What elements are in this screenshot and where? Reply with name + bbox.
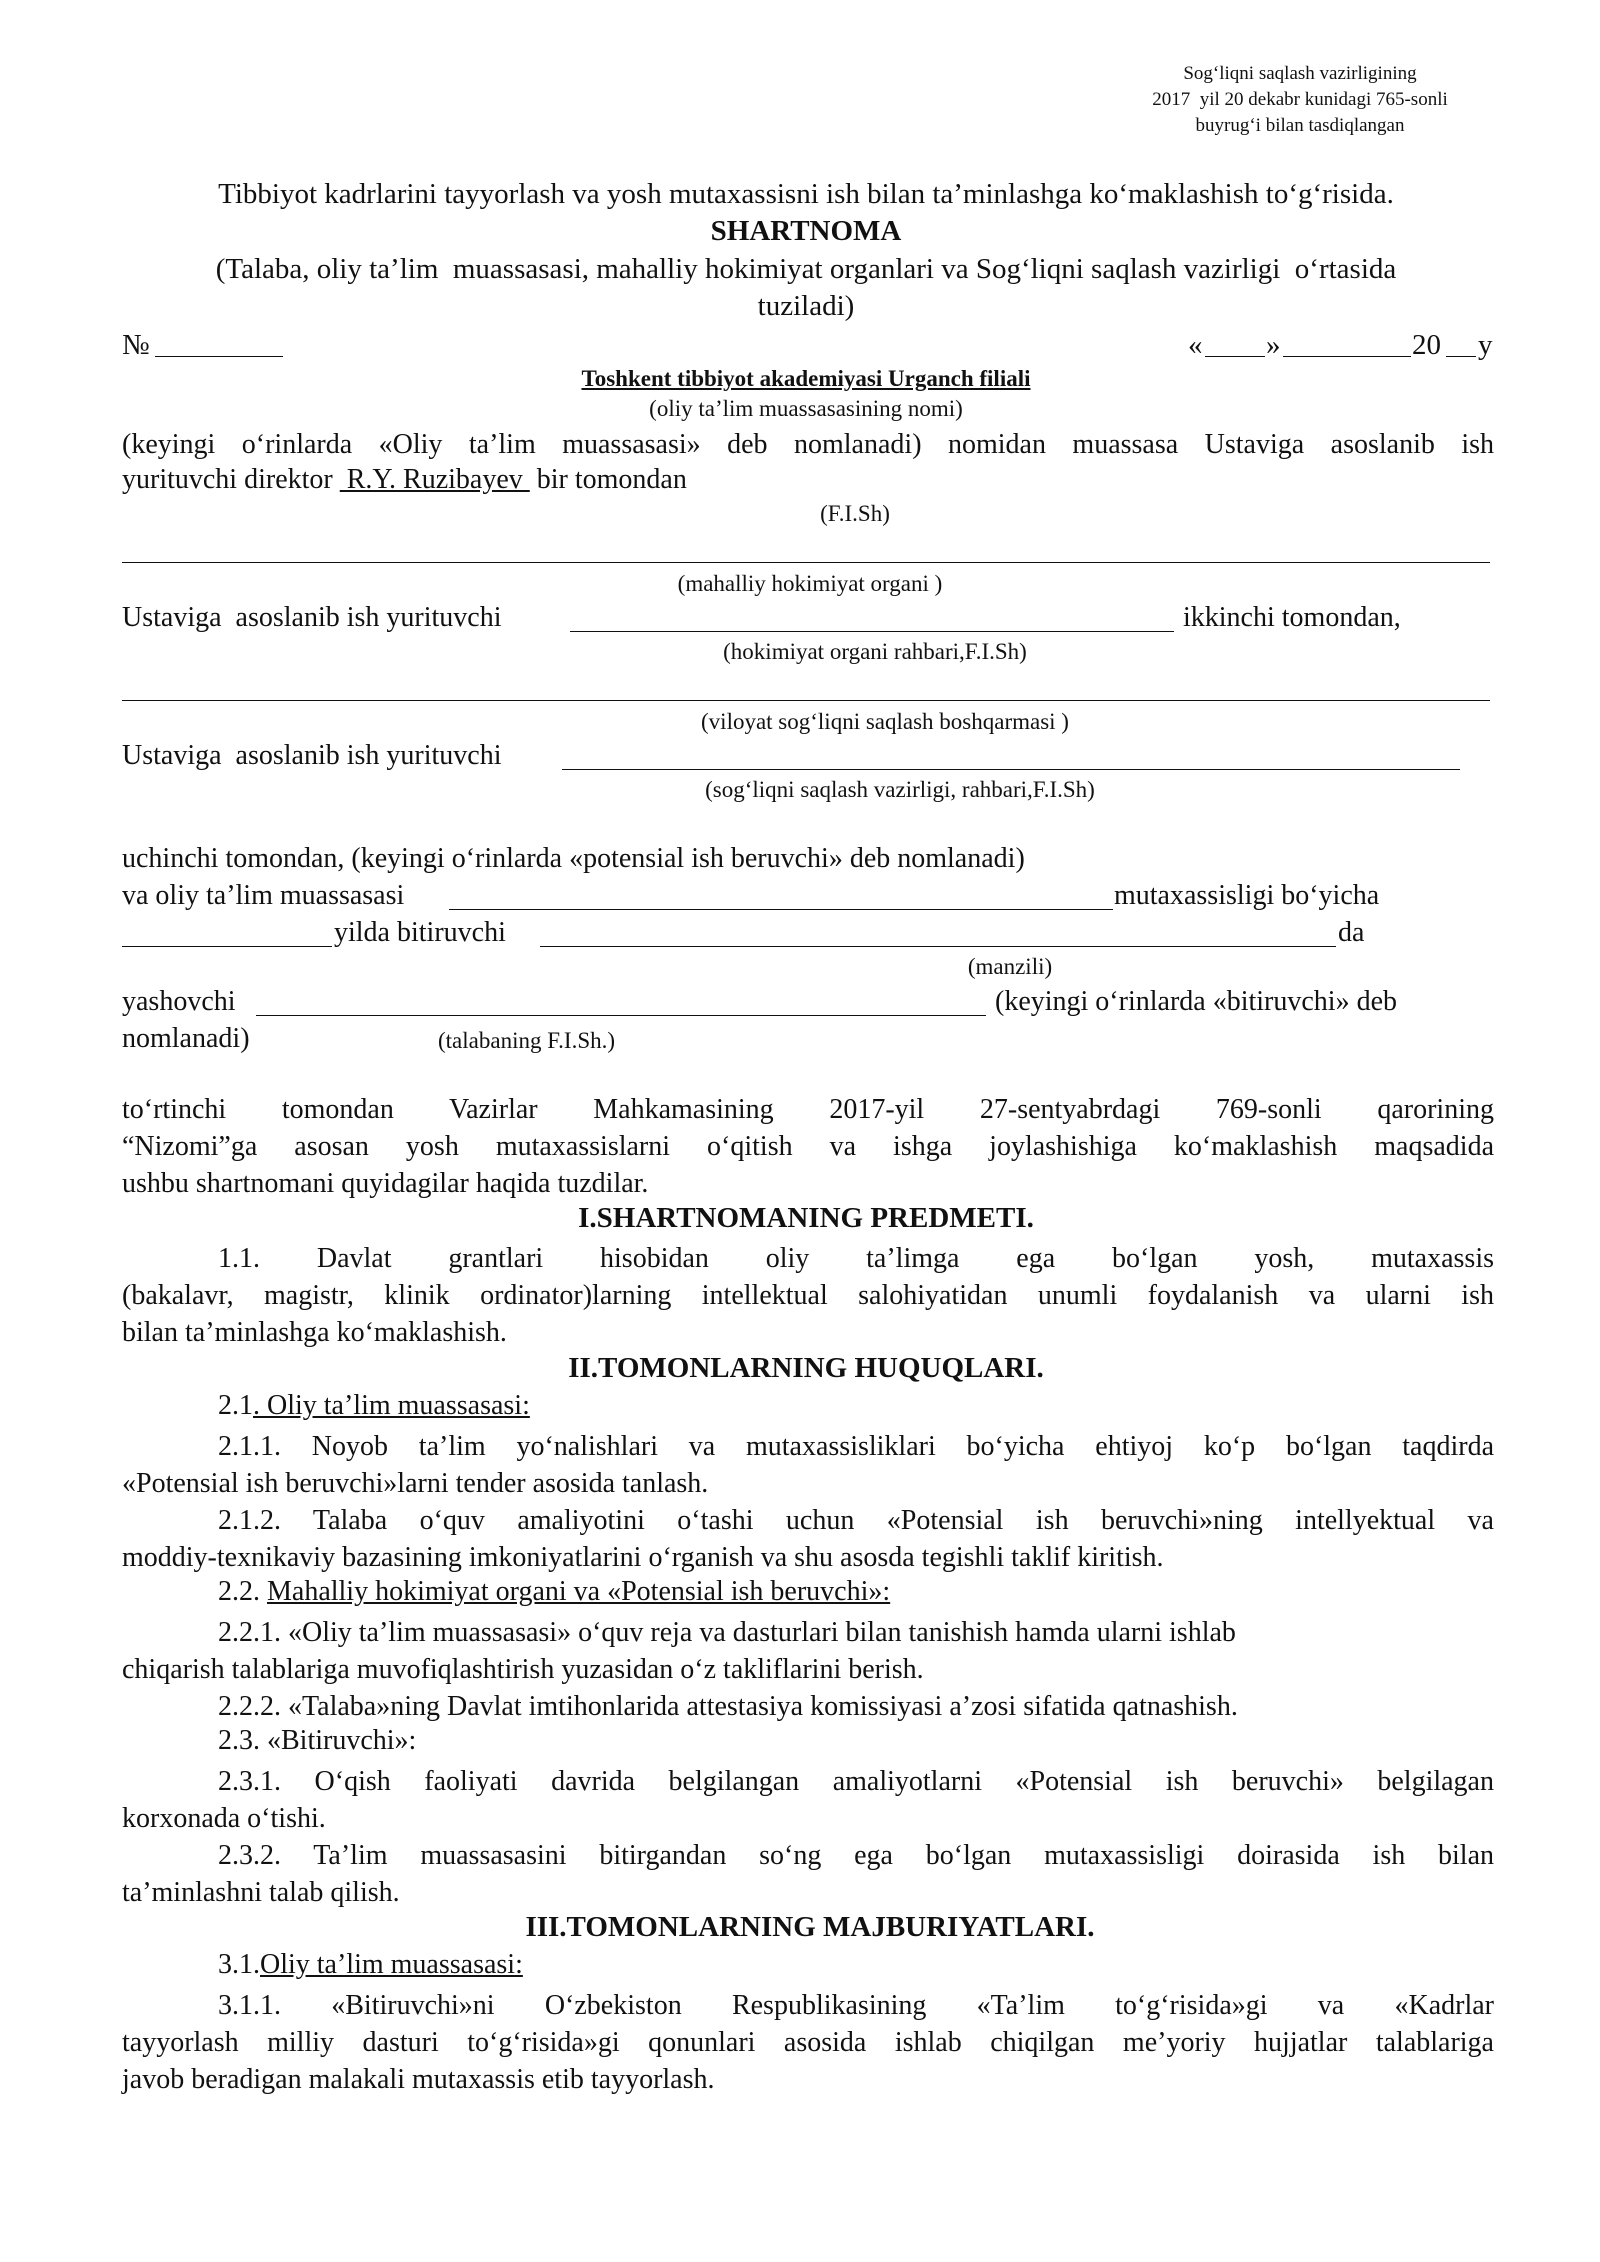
institution-caption: (oliy ta’lim muassasasining nomi): [649, 396, 963, 421]
clause-2-2-number: 2.2.: [218, 1576, 267, 1607]
clause-2-1: [218, 1392, 530, 1420]
health-department-head-caption: (sog‘liqni saqlash vazirligi, rahbari,F.I.Sh): [705, 777, 1095, 802]
clause-2-2-1-line-2: chiqarish talablariga muvofiqlashtirish yuzasidan o‘z takliflarini berish.: [122, 1654, 924, 1685]
institution-name: Toshkent tibbiyot akademiyasi Urganch filiali: [581, 366, 1031, 391]
clause-2-3-2-line-2: ta’minlashni talab qilish.: [122, 1877, 400, 1908]
clause-3-1-1-line-1: 3.1.1. «Bitiruvchi»ni O‘zbekiston Respublikasining «Ta’lim to‘g‘risida»gi va «Kadrlar: [218, 1990, 1494, 2021]
clause-2-3-1-line-2: korxonada o‘tishi.: [122, 1803, 326, 1834]
clause-2-1-1-line-1: 2.1.1. Noyob ta’lim yo‘nalishlari va mutaxassisliklari bo‘yicha ehtiyoj ko‘p bo‘lgan taqdirda: [218, 1431, 1494, 1462]
approval-line-3: buyrug‘i bilan tasdiqlangan: [1195, 115, 1405, 136]
parties-line-2: tuziladi): [757, 290, 855, 322]
parties-line-1: (Talaba, oliy ta’lim muassasasi, mahalliy hokimiyat organlari va Sog‘liqni saqlash vazirligi o‘rtasida: [215, 253, 1397, 285]
local-authority-line-prefix: Ustaviga asoslanib ish yurituvchi: [122, 602, 509, 633]
health-department-line-prefix: Ustaviga asoslanib ish yurituvchi: [122, 740, 502, 771]
year-blank: [1446, 356, 1476, 357]
section-3-heading: III.TOMONLARNING MAJBURIYATLARI.: [525, 1911, 1095, 1943]
clause-2-2-2: 2.2.2. «Talaba»ning Davlat imtihonlarida attestasiya komissiyasi a’zosi sifatida qatnashish.: [218, 1691, 1238, 1722]
approval-line-1: Sog‘liqni saqlash vazirligining: [1183, 63, 1417, 84]
preamble-line-3: ushbu shartnomani quyidagilar haqida tuzdilar.: [122, 1168, 649, 1199]
director-label: yurituvchi direktor: [122, 464, 340, 495]
graduate-line-2-prefix: va oliy ta’lim muassasasi: [122, 880, 405, 911]
contract-heading: SHARTNOMA: [710, 215, 902, 247]
clause-2-3-2-line-1: 2.3.2. Ta’lim muassasasini bitirgandan so‘ng ega bo‘lgan mutaxassisligi doirasida ish bilan: [218, 1840, 1494, 1871]
clause-3-1-title: Oliy ta’lim muassasasi:: [260, 1949, 523, 1980]
institution-line-2: [122, 466, 687, 494]
year-suffix: y: [1478, 329, 1493, 361]
local-authority-line-suffix: ikkinchi tomondan,: [1176, 602, 1401, 633]
local-authority-head-caption: (hokimiyat organi rahbari,F.I.Sh): [723, 639, 1027, 664]
clause-3-1-1-line-2: tayyorlash milliy dasturi to‘g‘risida»gi qonunlari asosida ishlab chiqilgan me’yoriy hujjatlar talablariga: [122, 2027, 1494, 2058]
student-name-blank: [256, 1015, 986, 1016]
graduate-line-4-suffix: (keyingi o‘rinlarda «bitiruvchi» deb: [988, 986, 1397, 1017]
local-authority-head-blank: [570, 631, 1174, 632]
health-department-caption: (viloyat sog‘liqni saqlash boshqarmasi ): [701, 709, 1069, 734]
address-caption: (manzili): [967, 954, 1053, 979]
clause-1-1-line-2: (bakalavr, magistr, klinik ordinator)larning intellektual salohiyatidan unumli foydalanish va ularni ish: [122, 1280, 1494, 1311]
month-blank: [1283, 356, 1411, 357]
graduate-line-5: nomlanadi): [122, 1023, 250, 1054]
health-department-head-blank: [562, 769, 1460, 770]
health-department-blank: [122, 700, 1490, 701]
date-open-quote: «: [1188, 329, 1203, 361]
student-caption: (talabaning F.I.Sh.): [438, 1028, 616, 1053]
fish-caption: (F.I.Sh): [820, 501, 890, 526]
graduate-line-3-middle: yilda bitiruvchi: [334, 917, 513, 948]
approval-line-2: 2017 yil 20 dekabr kunidagi 765-sonli: [1152, 89, 1448, 110]
day-blank: [1205, 356, 1265, 357]
clause-2-1-title: . Oliy ta’lim muassasasi:: [253, 1390, 530, 1421]
clause-2-3: 2.3. «Bitiruvchi»:: [218, 1725, 417, 1756]
section-1-heading: I.SHARTNOMANING PREDMETI.: [578, 1202, 1034, 1234]
graduate-line-2-suffix: mutaxassisligi bo‘yicha: [1114, 880, 1380, 911]
number-sign: №: [122, 329, 150, 361]
director-name: R.Y. Ruzibayev: [339, 464, 530, 495]
director-suffix: bir tomondan: [529, 464, 687, 495]
clause-2-1-number: 2.1: [218, 1390, 253, 1421]
preamble-line-2: “Nizomi”ga asosan yosh mutaxassislarni o‘qitish va ishga joylashishiga ko‘maklashish maqsadida: [122, 1131, 1494, 1162]
clause-2-1-2-line-1: 2.1.2. Talaba o‘quv amaliyotini o‘tashi uchun «Potensial ish beruvchi»ning intellyektual va: [218, 1505, 1494, 1536]
clause-2-2: [218, 1578, 890, 1606]
contract-subject: Tibbiyot kadrlarini tayyorlash va yosh mutaxassisni ish bilan ta’minlashga ko‘maklashish to‘g‘risida.: [218, 178, 1394, 210]
section-2-heading: II.TOMONLARNING HUQUQLARI.: [568, 1352, 1044, 1384]
clause-2-3-1-line-1: 2.3.1. O‘qish faoliyati davrida belgilangan amaliyotlarni «Potensial ish beruvchi» belgilagan: [218, 1766, 1494, 1797]
preamble-line-1: to‘rtinchi tomondan Vazirlar Mahkamasining 2017-yil 27-sentyabrdagi 769-sonli qarorining: [122, 1094, 1494, 1125]
university-blank: [449, 909, 1113, 910]
institution-line-1: (keyingi o‘rinlarda «Oliy ta’lim muassasasi» deb nomlanadi) nomidan muassasa Ustaviga asoslanib ish: [122, 429, 1494, 460]
clause-2-2-title: Mahalliy hokimiyat organi va «Potensial ish beruvchi»:: [267, 1576, 891, 1607]
number-blank: [155, 356, 283, 357]
clause-1-1-line-1: 1.1. Davlat grantlari hisobidan oliy ta’limga ega bo‘lgan yosh, mutaxassis: [218, 1243, 1494, 1274]
graduate-line-4-prefix: yashovchi: [122, 986, 236, 1017]
graduate-address-blank: [540, 946, 1336, 947]
clause-3-1-number: 3.1.: [218, 1949, 260, 1980]
clause-1-1-line-3: bilan ta’minlashga ko‘maklashish.: [122, 1317, 507, 1348]
date-close-quote: »: [1266, 329, 1281, 361]
local-authority-blank: [122, 562, 1490, 563]
clause-2-2-1-line-1: 2.2.1. «Oliy ta’lim muassasasi» o‘quv reja va dasturlari bilan tanishish hamda ularni ishlab: [218, 1617, 1236, 1648]
third-party-line: uchinchi tomondan, (keyingi o‘rinlarda «potensial ish beruvchi» deb nomlanadi): [122, 843, 1025, 874]
graduate-line-3-suffix: da: [1338, 917, 1365, 948]
clause-3-1: [218, 1951, 523, 1979]
year-prefix: 20: [1412, 329, 1441, 361]
local-authority-caption: (mahalliy hokimiyat organi ): [677, 571, 943, 596]
clause-2-1-2-line-2: moddiy-texnikaviy bazasining imkoniyatlarini o‘rganish va shu asosda tegishli taklif kiritish.: [122, 1542, 1164, 1573]
clause-3-1-1-line-3: javob beradigan malakali mutaxassis etib tayyorlash.: [122, 2064, 715, 2095]
graduation-year-blank: [122, 946, 332, 947]
clause-2-1-1-line-2: «Potensial ish beruvchi»larni tender asosida tanlash.: [122, 1468, 709, 1499]
